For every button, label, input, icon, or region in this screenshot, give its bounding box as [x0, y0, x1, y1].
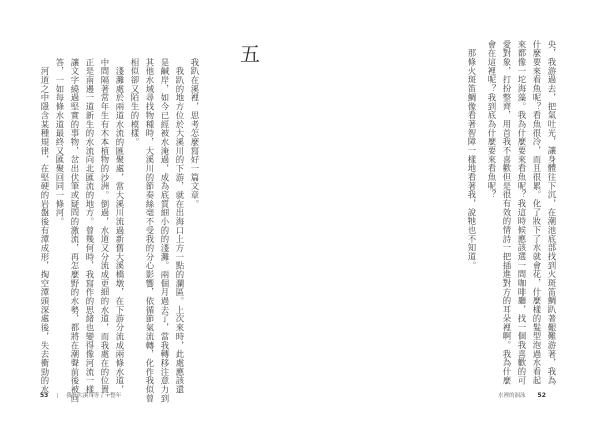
- page-number: 53: [40, 392, 49, 399]
- text-column: 那條火斑笛鯛像看著智障一樣地看著我，說牠也不知道。: [467, 40, 477, 270]
- right-page: [300, 0, 600, 425]
- text-column: 什麼要來看魚呢？看魚很冷，而且很累。化了妝下了水就會花，什麼樣的髮型泡過水看起: [532, 40, 542, 385]
- text-column: 河道之中隱含某種規律，在堅硬的岩盤後有潭成形，掏空潭頭深處後，失去衝勁的水: [40, 58, 50, 394]
- right-page-footer: [498, 391, 546, 399]
- text-column: 我趴在溪裡，思考怎麼寫好一篇文章。: [190, 58, 200, 209]
- text-column: 會在這裡呢？我到底為什麼要來看魚呢？: [487, 40, 497, 200]
- text-column: 答，一如每條水道最終又匯聚回同一條河。: [55, 58, 65, 226]
- footer-separator: |: [56, 393, 59, 399]
- left-page-footer: [40, 391, 121, 399]
- text-column: 讓文字繞過堅實的事物，岔出伏筆或疑問的激流，再怎麼野的水勢，都將在潮聲前後被回: [70, 58, 80, 403]
- chapter-title: 五: [240, 42, 260, 66]
- text-column: 央，我游過去，把氣吐光，讓身體往下沉，在潮池底部找到火斑笛鯛趴著艱難游著，我為: [547, 40, 557, 385]
- running-title: 水裡的泅泳: [498, 393, 526, 399]
- text-column: 中間隔著常年生有木本植物的沙洲。倒過，水道又分流成更細的水道，而我處在的位置，: [100, 58, 110, 403]
- text-column: 是鹹岸，如今已經被水淹過，成為底質細小的的淺灘。兩個月過去了，當我轉移注意力到: [160, 58, 170, 403]
- text-column: 正是南邊一道新生的水流向北匯流的地方。曾幾何時，我寫作的思緒也變得像河流一樣，: [85, 58, 95, 403]
- running-title: 我在大溪川等了一整年: [66, 393, 122, 399]
- text-column: 淺灘處於兩道水流的匯聚處，當大溪川流過新舊大溪橋墩，在下游分流成兩條水道，: [115, 58, 125, 394]
- text-column: 來都像一坨海藻。我為什麼要來看魚呢？我這時候應該選一間咖啡廳，找一個我喜歡的可: [517, 40, 527, 385]
- text-column: 相似卻又陌生的模樣。: [130, 58, 140, 147]
- text-column: 我趴的地方位於大溪川的下游，就在出海口上方一點的瀾區。上次來時，此處應該還: [175, 58, 185, 394]
- text-column: 其他水域尋找物種時，大溪川的節奏絲毫不受我的分心影響，依循節氣流轉，化作我似曾: [145, 58, 155, 403]
- page-number: 52: [537, 392, 546, 399]
- text-column: 愛對象，打扮整齊，用首我不喜歡但是很有效的情詩一把插進對方的耳朵裡啊。我為什麼: [502, 40, 512, 385]
